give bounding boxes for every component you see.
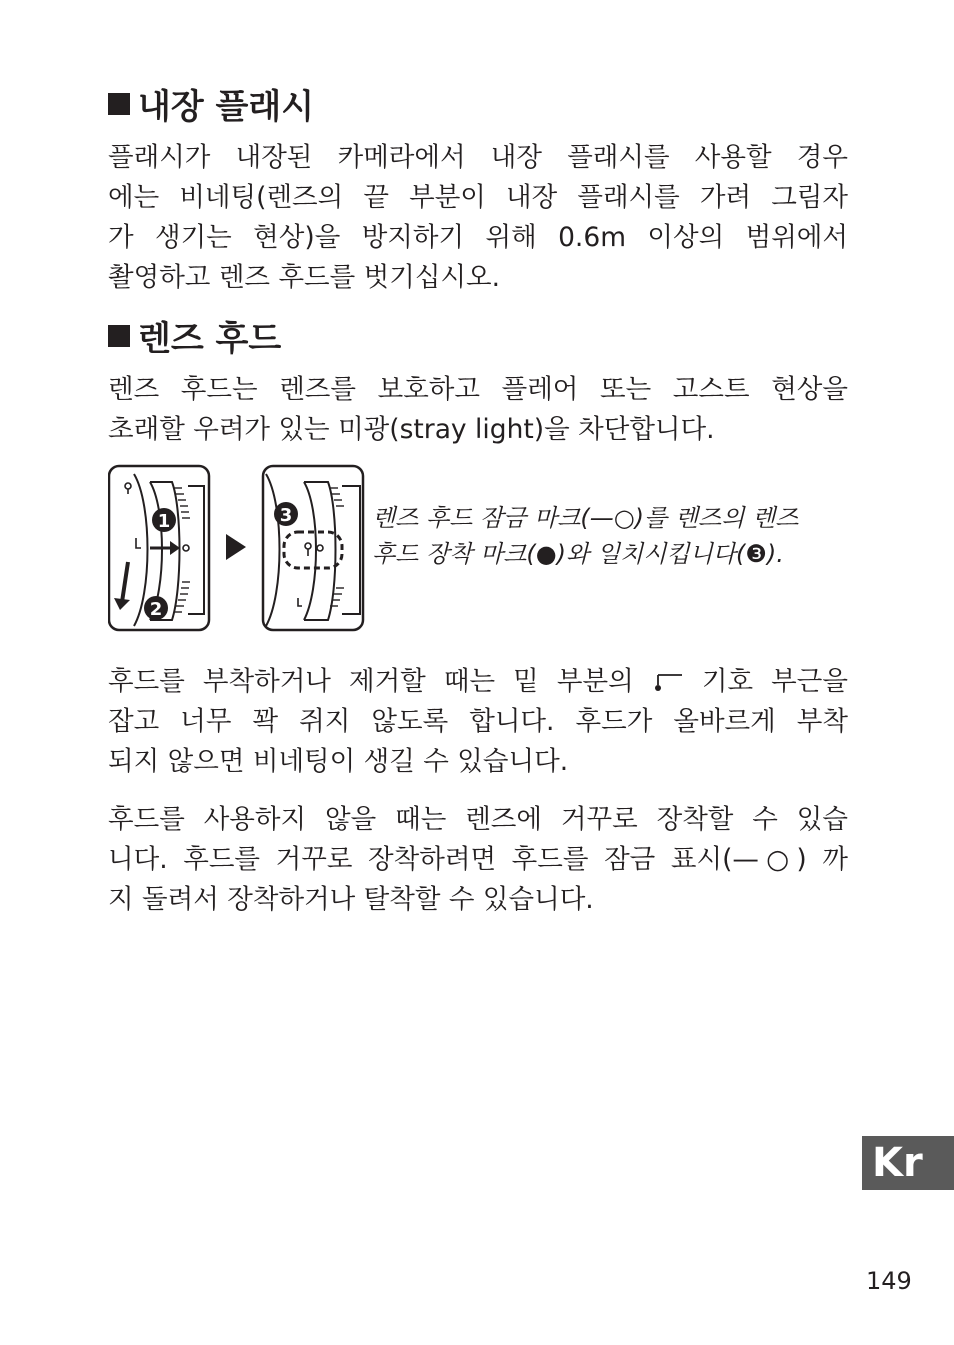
text-segment: 후드를 부착하거나 제거할 때는 밑 부분의 [108,666,634,697]
heading-text: 내장 플래시 [138,87,315,127]
text-line: 초래할 우려가 있는 미광(stray light)을 차단합니다. [108,414,715,445]
panel-after [263,466,363,630]
section-heading-lens-hood [108,319,282,359]
text-line: 플래시가 내장된 카메라에서 내장 플래시를 사용할 경우 [108,142,848,173]
language-tab: Kr [862,1136,954,1190]
text-line: 후드를 사용하지 않을 때는 렌즈에 거꾸로 장착할 수 있습 [108,804,848,835]
text-line: 되지 않으면 비네팅이 생길 수 있습니다. [108,746,569,777]
reverse-mount-paragraph [108,800,848,920]
attach-remove-paragraph [108,662,848,782]
lens-hood-paragraph [108,370,848,450]
caption-line: 렌즈 후드 잠금 마크(—○)를 렌즈의 렌즈 [372,504,799,532]
hood-mount-symbol-icon [652,669,684,693]
figure-caption [372,500,852,572]
flash-paragraph [108,138,848,298]
text-line: 가 생기는 현상)을 방지하기 위해 0.6m 이상의 범위에서 [108,222,848,253]
text-line: 지 돌려서 장착하거나 탈착할 수 있습니다. [108,884,594,915]
text-line: 잡고 너무 꽉 쥐지 않도록 합니다. 후드가 올바르게 부착 [108,706,848,737]
step-1-label: 1 [157,511,171,532]
bullet-square-icon [108,93,130,115]
step-3-label: 3 [279,505,293,526]
bullet-square-icon [108,325,130,347]
text-line [108,662,848,702]
heading-text: 렌즈 후드 [138,319,282,359]
next-step-arrow-icon [226,534,246,560]
text-line: 렌즈 후드는 렌즈를 보호하고 플레어 또는 고스트 현상을 [108,374,848,405]
page-number: 149 [866,1267,912,1295]
text-line: 에는 비네팅(렌즈의 끝 부분이 내장 플래시를 가려 그림자 [108,182,848,213]
text-segment: 기호 부근을 [701,666,848,697]
text-line: 촬영하고 렌즈 후드를 벗기십시오. [108,262,501,293]
caption-line: 후드 장착 마크(●)와 일치시킵니다(❸). [372,540,784,568]
lens-hood-attach-illustration [108,464,370,636]
text-line: 니다. 후드를 거꾸로 장착하려면 후드를 잠금 표시(—○) 까 [108,844,848,875]
step-2-label: 2 [149,599,163,620]
section-heading-built-in-flash [108,87,315,127]
